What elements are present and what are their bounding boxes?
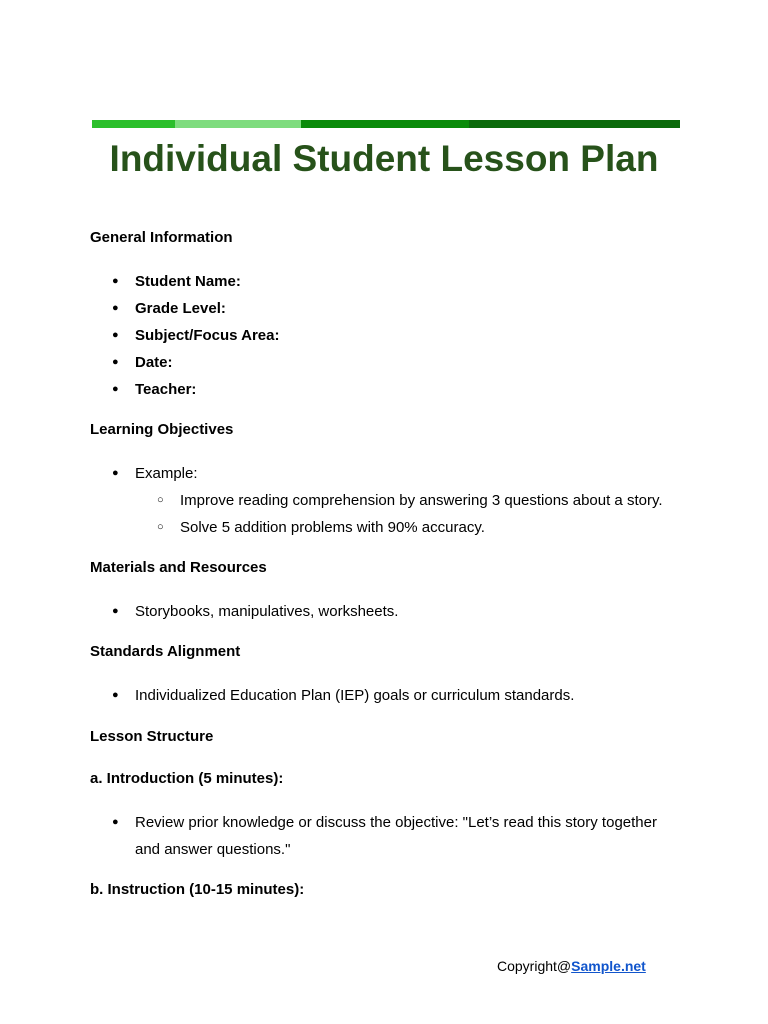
copyright-text: Copyright@ bbox=[497, 958, 572, 974]
list-item: ● Grade Level: bbox=[90, 295, 680, 322]
list-item: ● Student Name: bbox=[90, 268, 680, 295]
list-item: ● Individualized Education Plan (IEP) goals or curriculum standards. bbox=[90, 682, 680, 709]
list-item bbox=[90, 460, 680, 541]
color-bar-segment bbox=[469, 120, 680, 128]
list-item: ● Teacher: bbox=[90, 376, 680, 403]
list-item: ● Date: bbox=[90, 349, 680, 376]
section-heading-standards: Standards Alignment bbox=[90, 643, 241, 660]
section-heading-objectives: Learning Objectives bbox=[90, 421, 234, 438]
header-color-bar bbox=[92, 120, 680, 128]
subsection-heading-instruction: b. Instruction (10-15 minutes): bbox=[90, 881, 305, 898]
color-bar-segment bbox=[92, 120, 175, 128]
document-body bbox=[90, 226, 680, 902]
section-heading-structure: Lesson Structure bbox=[90, 728, 214, 745]
sample-net-link[interactable]: Sample.net bbox=[571, 958, 646, 974]
examples-sublist bbox=[135, 487, 680, 541]
introduction-list bbox=[90, 809, 680, 863]
subsection-heading-introduction: a. Introduction (5 minutes): bbox=[90, 770, 284, 787]
copyright-footer bbox=[497, 956, 646, 976]
standards-list bbox=[90, 682, 680, 709]
color-bar-segment bbox=[175, 120, 301, 128]
example-label: Example: bbox=[135, 465, 198, 482]
objectives-list bbox=[90, 460, 680, 541]
list-item: ● Storybooks, manipulatives, worksheets. bbox=[90, 598, 680, 625]
section-heading-general: General Information bbox=[90, 229, 233, 246]
color-bar-segment bbox=[301, 120, 469, 128]
list-item: ● Subject/Focus Area: bbox=[90, 322, 680, 349]
sublist-item: ○ Improve reading comprehension by answering 3 questions about a story. bbox=[135, 487, 680, 514]
sublist-item: ○ Solve 5 addition problems with 90% accuracy. bbox=[135, 514, 680, 541]
section-heading-materials: Materials and Resources bbox=[90, 559, 267, 576]
materials-list bbox=[90, 598, 680, 625]
general-info-list bbox=[90, 268, 680, 403]
document-title: Individual Student Lesson Plan bbox=[109, 138, 659, 179]
list-item: ● Review prior knowledge or discuss the objective: "Let’s read this story together and answer questions." bbox=[90, 809, 680, 863]
